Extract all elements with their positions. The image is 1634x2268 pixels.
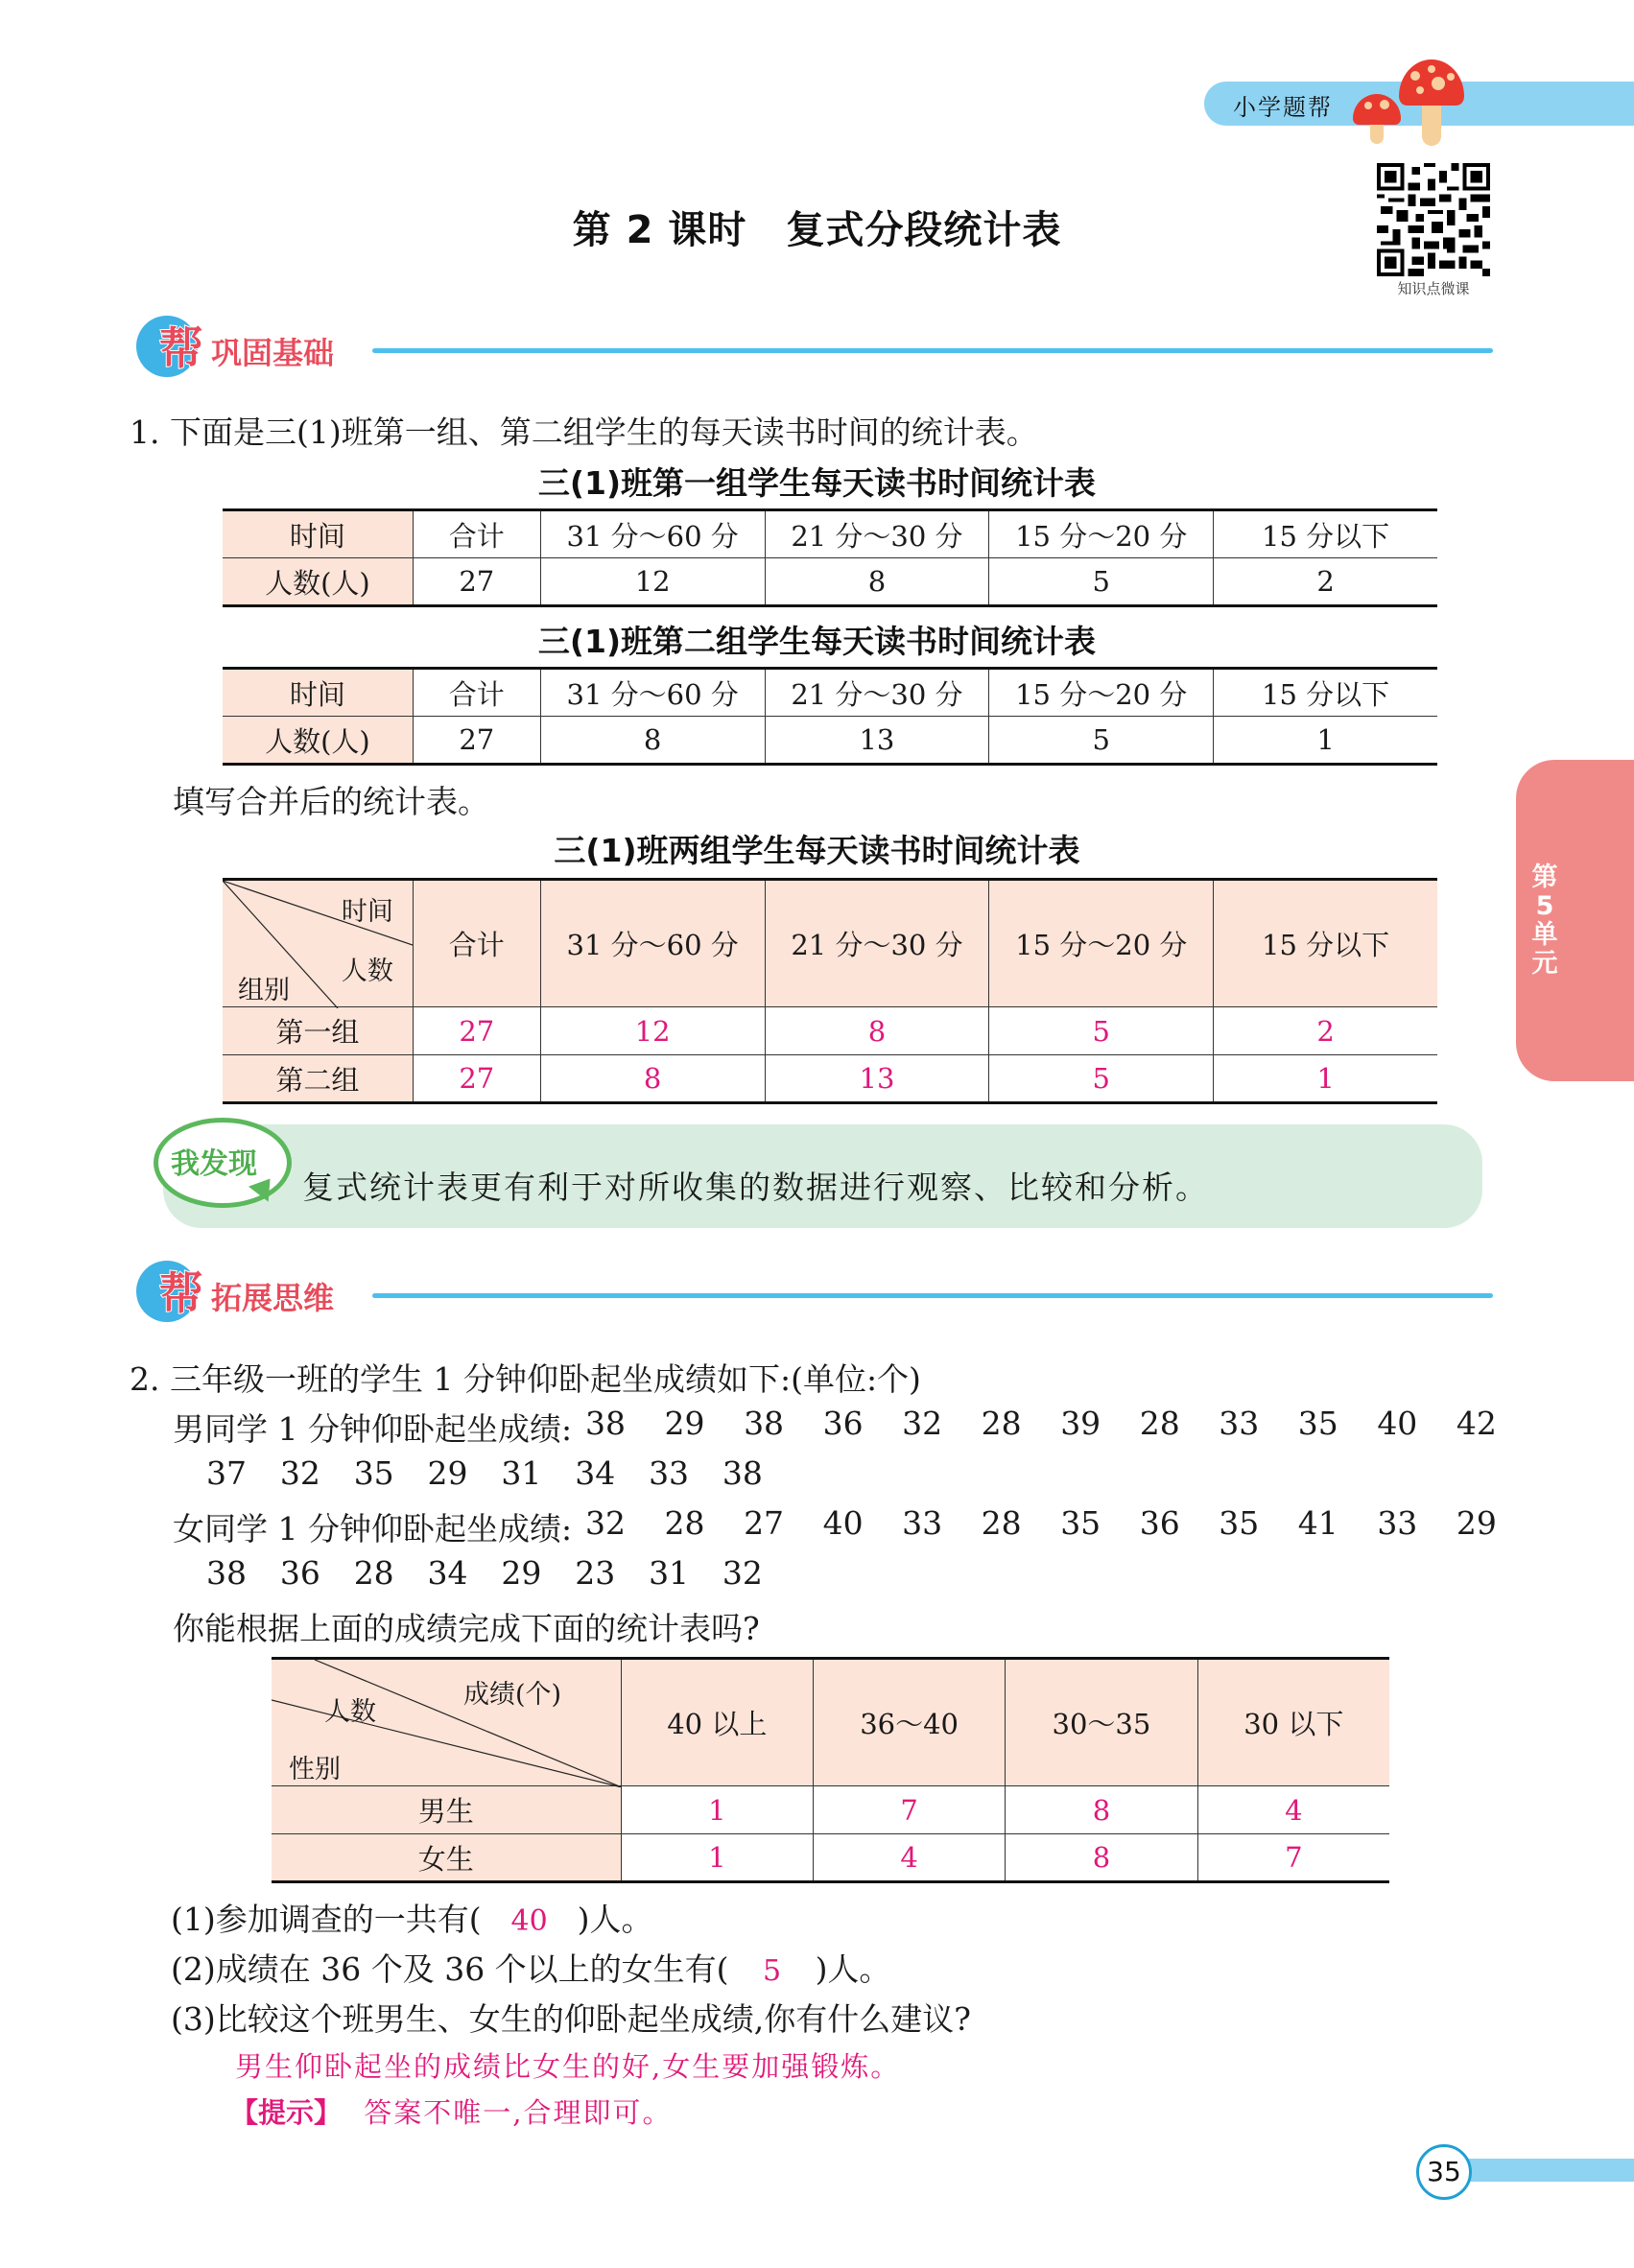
header-cell: 36～40 — [813, 1659, 1005, 1786]
brand-label: 小学题帮 — [1233, 94, 1333, 121]
data-cell: 12 — [540, 558, 765, 606]
header-cell: 15 分以下 — [1214, 669, 1437, 717]
corner-bottom-left: 性别 — [289, 1755, 341, 1784]
table-group1 — [223, 508, 1437, 607]
table1-caption: 三(1)班第一组学生每天读书时间统计表 — [537, 464, 1097, 502]
score: 28 — [664, 1504, 705, 1542]
score: 38 — [206, 1554, 247, 1592]
page-title: 第 2 课时 复式分段统计表 — [572, 208, 1062, 252]
sub2-answer[interactable]: 5 — [763, 1954, 782, 1988]
answer-cell[interactable]: 8 — [1006, 1786, 1197, 1834]
corner-top-right: 成绩(个) — [463, 1680, 562, 1710]
section-header-basic — [134, 312, 1497, 384]
score: 38 — [722, 1454, 763, 1492]
page-number: 35 — [1416, 2144, 1472, 2200]
header-cell: 时间 — [223, 669, 413, 717]
score: 36 — [279, 1554, 320, 1592]
score: 40 — [822, 1504, 864, 1542]
header-cell: 15 分以下 — [1214, 510, 1437, 558]
answer-cell[interactable]: 5 — [989, 1007, 1214, 1055]
section-label: 拓展思维 — [211, 1280, 335, 1316]
score: 29 — [501, 1554, 542, 1592]
answer-cell[interactable]: 27 — [413, 1007, 540, 1055]
header-cell: 30～35 — [1006, 1659, 1197, 1786]
mushroom-icon — [1353, 94, 1401, 144]
data-cell: 1 — [1214, 717, 1437, 765]
sub2-after: )人。 — [815, 1950, 891, 1988]
corner-header — [223, 880, 413, 1007]
instruction: 填写合并后的统计表。 — [173, 783, 489, 820]
header-cell: 40 以上 — [621, 1659, 813, 1786]
data-cell: 27 — [413, 558, 540, 606]
header-cell: 21 分～30 分 — [765, 669, 989, 717]
score: 34 — [575, 1454, 616, 1492]
data-cell: 5 — [989, 558, 1214, 606]
girls-scores-line2 — [206, 1554, 763, 1592]
header-cell: 合计 — [413, 880, 540, 1007]
score: 37 — [206, 1454, 247, 1492]
unit-tab-label — [1516, 863, 1574, 979]
section-bang: 帮 — [159, 322, 203, 374]
score: 33 — [649, 1454, 690, 1492]
score: 28 — [981, 1405, 1022, 1442]
answer-cell[interactable]: 1 — [1214, 1055, 1437, 1103]
answer-cell[interactable]: 27 — [413, 1055, 540, 1103]
answer-cell[interactable]: 4 — [813, 1834, 1005, 1882]
score: 35 — [1219, 1504, 1260, 1542]
mushroom-icon — [1399, 59, 1464, 146]
sub1-after: )人。 — [577, 1901, 653, 1938]
score: 38 — [585, 1405, 626, 1442]
answer-cell[interactable]: 5 — [989, 1055, 1214, 1103]
table-situps — [272, 1657, 1389, 1883]
score: 33 — [902, 1504, 943, 1542]
score: 28 — [353, 1554, 394, 1592]
header-cell: 31 分～60 分 — [540, 510, 765, 558]
score: 29 — [427, 1454, 468, 1492]
score: 33 — [1377, 1504, 1418, 1542]
corner-top-right: 时间 — [341, 897, 393, 927]
header-cell: 30 以下 — [1197, 1659, 1389, 1786]
page-bar — [1449, 2159, 1634, 2182]
hint-label: 【提示】 — [230, 2096, 343, 2129]
answer-cell[interactable]: 7 — [813, 1786, 1005, 1834]
score: 41 — [1297, 1504, 1338, 1542]
score: 36 — [822, 1405, 864, 1442]
answer-cell[interactable]: 8 — [1006, 1834, 1197, 1882]
discovery-label: 我发现 — [171, 1147, 257, 1181]
score: 35 — [1060, 1504, 1101, 1542]
score: 33 — [1219, 1405, 1260, 1442]
answer-cell[interactable]: 13 — [765, 1055, 989, 1103]
table3-caption: 三(1)班两组学生每天读书时间统计表 — [554, 832, 1080, 869]
answer-cell[interactable]: 1 — [621, 1834, 813, 1882]
row-label: 女生 — [272, 1834, 621, 1882]
question-2-ask: 你能根据上面的成绩完成下面的统计表吗? — [173, 1610, 760, 1647]
row-label: 男生 — [272, 1786, 621, 1834]
score: 32 — [279, 1454, 320, 1492]
unit-tab-char: 第 — [1531, 862, 1558, 892]
unit-tab-char: 单 — [1531, 920, 1558, 950]
score: 36 — [1139, 1504, 1180, 1542]
header-cell: 21 分～30 分 — [765, 880, 989, 1007]
header-cell: 时间 — [223, 510, 413, 558]
row-label: 第二组 — [223, 1055, 413, 1103]
sub3-answer[interactable]: 男生仰卧起坐的成绩比女生的好,女生要加强锻炼。 — [235, 2050, 901, 2083]
score: 28 — [981, 1504, 1022, 1542]
discovery-text: 复式统计表更有利于对所收集的数据进行观察、比较和分析。 — [302, 1169, 1209, 1206]
header-cell: 15 分～20 分 — [989, 880, 1214, 1007]
answer-cell[interactable]: 2 — [1214, 1007, 1437, 1055]
sub1-answer[interactable]: 40 — [510, 1904, 548, 1938]
answer-cell[interactable]: 12 — [540, 1007, 765, 1055]
score: 35 — [1297, 1405, 1338, 1442]
section-divider — [372, 348, 1493, 353]
girls-scores-label: 女同学 1 分钟仰卧起坐成绩: — [173, 1510, 573, 1547]
unit-tab-char: 元 — [1531, 949, 1558, 979]
score: 32 — [722, 1554, 763, 1592]
data-cell: 2 — [1214, 558, 1437, 606]
section-divider — [372, 1293, 1493, 1298]
question-2-prompt: 2. 三年级一班的学生 1 分钟仰卧起坐成绩如下:(单位:个) — [130, 1360, 921, 1398]
corner-middle: 人数 — [341, 957, 393, 986]
score: 40 — [1377, 1405, 1418, 1442]
header-cell: 15 分～20 分 — [989, 669, 1214, 717]
score: 32 — [585, 1504, 626, 1542]
score: 42 — [1456, 1405, 1497, 1442]
score: 31 — [649, 1554, 690, 1592]
row-label: 人数(人) — [223, 717, 413, 765]
table-combined — [223, 878, 1437, 1104]
sub-question-3: (3)比较这个班男生、女生的仰卧起坐成绩,你有什么建议? — [171, 2000, 971, 2038]
sub1-before: (1)参加调查的一共有( — [171, 1901, 482, 1938]
header-cell: 21 分～30 分 — [765, 510, 989, 558]
girls-scores-line1 — [585, 1504, 1497, 1542]
score: 23 — [575, 1554, 616, 1592]
data-cell: 13 — [765, 717, 989, 765]
answer-cell[interactable]: 4 — [1197, 1786, 1389, 1834]
data-cell: 8 — [765, 558, 989, 606]
score: 29 — [664, 1405, 705, 1442]
data-cell: 8 — [540, 717, 765, 765]
score: 31 — [501, 1454, 542, 1492]
sub2-before: (2)成绩在 36 个及 36 个以上的女生有( — [171, 1950, 729, 1988]
answer-cell[interactable]: 1 — [621, 1786, 813, 1834]
question-1-prompt: 1. 下面是三(1)班第一组、第二组学生的每天读书时间的统计表。 — [130, 413, 1038, 451]
score: 32 — [902, 1405, 943, 1442]
score: 39 — [1060, 1405, 1101, 1442]
unit-tab-char: 5 — [1535, 891, 1554, 921]
table-group2 — [223, 667, 1437, 766]
corner-bottom-left: 组别 — [238, 976, 290, 1005]
header-cell: 15 分～20 分 — [989, 510, 1214, 558]
data-cell: 5 — [989, 717, 1214, 765]
score: 34 — [427, 1554, 468, 1592]
score: 28 — [1139, 1405, 1180, 1442]
header-cell: 合计 — [413, 510, 540, 558]
answer-cell[interactable]: 8 — [765, 1007, 989, 1055]
row-label: 人数(人) — [223, 558, 413, 606]
data-cell: 27 — [413, 717, 540, 765]
boys-scores-line2 — [206, 1454, 763, 1492]
score: 27 — [744, 1504, 785, 1542]
row-label: 第一组 — [223, 1007, 413, 1055]
section-bang: 帮 — [159, 1267, 203, 1319]
table2-caption: 三(1)班第二组学生每天读书时间统计表 — [537, 623, 1097, 660]
boys-scores-label: 男同学 1 分钟仰卧起坐成绩: — [173, 1410, 573, 1448]
score: 29 — [1456, 1504, 1497, 1542]
header-cell: 15 分以下 — [1214, 880, 1437, 1007]
boys-scores-line1 — [585, 1405, 1497, 1442]
header-cell: 31 分～60 分 — [540, 880, 765, 1007]
corner-middle: 人数 — [324, 1697, 376, 1727]
score: 35 — [353, 1454, 394, 1492]
corner-header — [272, 1659, 621, 1786]
qr-caption: 知识点微课 — [1397, 280, 1470, 297]
sub-question-1 — [171, 1895, 653, 1940]
answer-cell[interactable]: 8 — [540, 1055, 765, 1103]
hint-text: 答案不唯一,合理即可。 — [364, 2096, 673, 2129]
header-cell: 合计 — [413, 669, 540, 717]
sub-question-2 — [171, 1945, 890, 1990]
hint — [230, 2091, 672, 2131]
score: 38 — [744, 1405, 785, 1442]
section-label: 巩固基础 — [211, 335, 335, 371]
answer-cell[interactable]: 7 — [1197, 1834, 1389, 1882]
section-header-extend — [134, 1257, 1497, 1329]
header-cell: 31 分～60 分 — [540, 669, 765, 717]
